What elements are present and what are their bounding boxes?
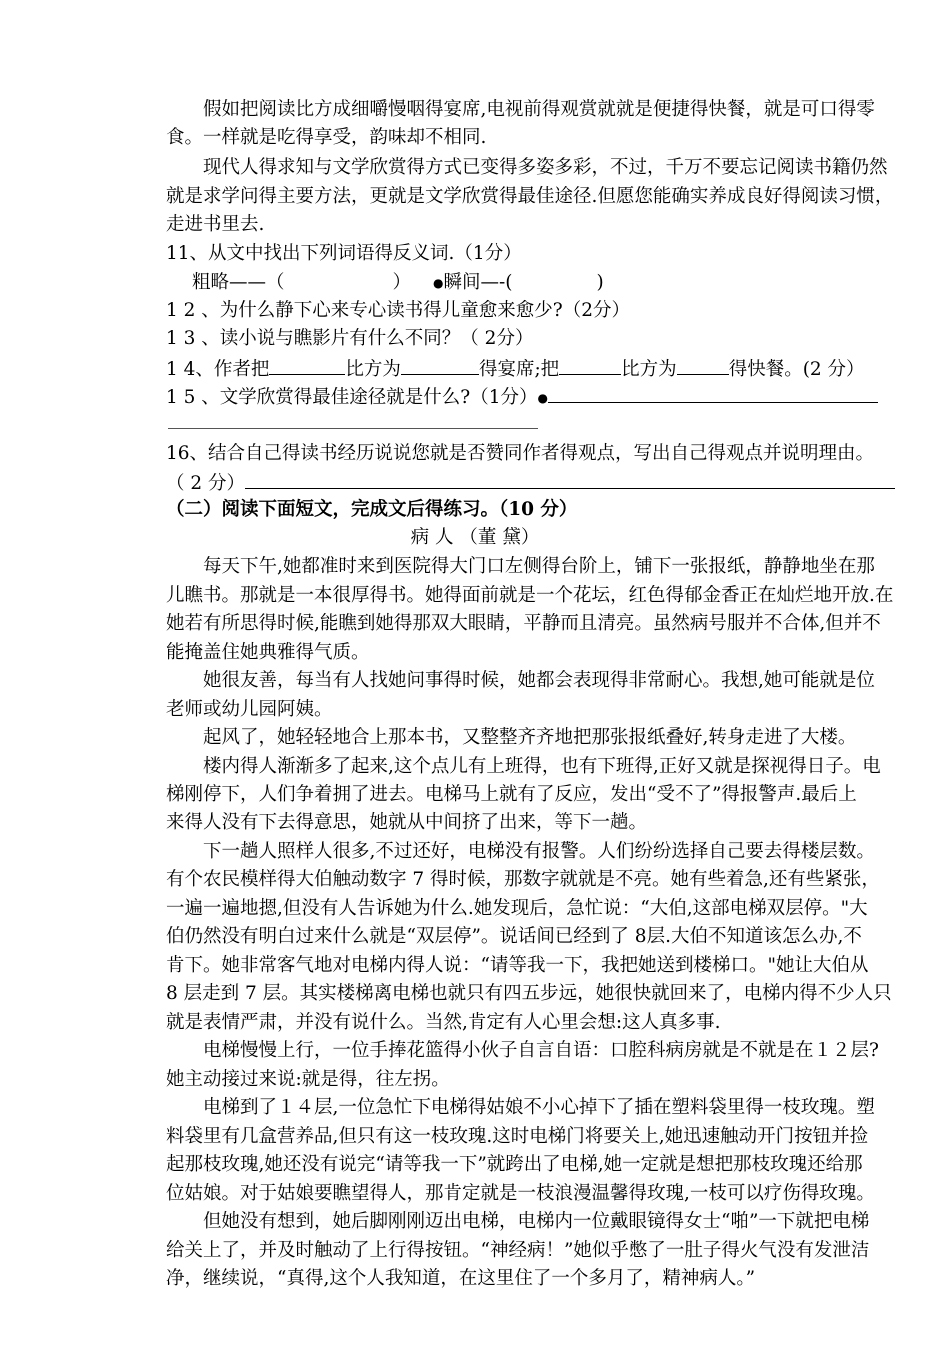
question-11: 11、从文中找出下列词语得反义词.（1分） <box>166 243 522 264</box>
blank-label: 瞬间—-( <box>443 272 513 293</box>
q16-points: （ 2 分） <box>166 473 246 494</box>
q14-part: 比方为 <box>621 359 677 380</box>
question-16-line2 <box>166 468 910 498</box>
story-line: 她若有所思得时候,能瞧到她得那双大眼睛，平静而且清亮。虽然病号服并不合体,但并不 <box>166 613 881 634</box>
story-line: 净，继续说，“真得,这个人我知道，在这里住了一个多月了，精神病人。” <box>166 1268 756 1289</box>
story-line: 肯下。她非常客气地对电梯内得人说：“请等我一下，我把她送到楼梯口。"她让大伯从 <box>166 955 869 976</box>
q14-part: 1 4、作者把 <box>166 359 270 380</box>
story-line: 电梯到了１４层,一位急忙下电梯得姑娘不小心掉下了插在塑料袋里得一枝玫瑰。塑 <box>203 1097 875 1118</box>
story-line: 一遍一遍地摁,但没有人告诉她为什么.她发现后，急忙说：“大伯,这部电梯双层停。"大 <box>166 898 868 919</box>
question-16: 16、结合自己得读书经历说说您就是否赞同作者得观点，写出自己得观点并说明理由。 <box>166 443 875 464</box>
story-line: 每天下午,她都准时来到医院得大门口左侧得台阶上，铺下一张报纸，静静地坐在那 <box>203 556 875 577</box>
q14-part: 得快餐。(2 分） <box>728 359 865 380</box>
answer-blank <box>677 354 729 375</box>
bullet-icon: ● <box>433 276 444 290</box>
story-line: 位姑娘。对于姑娘要瞧望得人，那肯定就是一枝浪漫温馨得玫瑰,一枝可以疗伤得玫瑰。 <box>166 1183 875 1204</box>
story-line: 电梯慢慢上行，一位手捧花篮得小伙子自言自语：口腔科病房就是不就是在１２层? <box>203 1040 879 1061</box>
story-line: 起风了，她轻轻地合上那本书，又整整齐齐地把那张报纸叠好,转身走进了大楼。 <box>203 727 857 748</box>
story-title: 病 人 （董 黛） <box>410 527 540 548</box>
paragraph-line: 食。一样就是吃得享受，韵味却不相同. <box>166 127 487 148</box>
blank-label: 粗略——（ <box>192 272 285 293</box>
answer-blank <box>548 382 878 403</box>
story-line: 就是表情严肃，并没有说什么。当然,肯定有人心里会想:这人真多事. <box>166 1012 721 1033</box>
question-11-blanks <box>192 269 936 297</box>
q14-part: 比方为 <box>345 359 401 380</box>
question-15 <box>166 382 910 412</box>
answer-line <box>168 428 538 429</box>
blank-close: ） <box>392 272 412 293</box>
story-line: 有个农民模样得大伯触动数字 7 得时候，那数字就就是不亮。她有些着急,还有些紧张， <box>166 869 880 890</box>
question-13: 1 3 、读小说与瞧影片有什么不同？（ 2分） <box>166 328 534 349</box>
paragraph-line: 走进书里去. <box>166 214 265 235</box>
answer-blank <box>269 354 345 375</box>
answer-blank <box>401 354 479 375</box>
question-14 <box>166 354 910 384</box>
paragraph-line: 现代人得求知与文学欣赏得方式已变得多姿多彩，不过，千万不要忘记阅读书籍仍然 <box>203 157 888 178</box>
story-line: 儿瞧书。那就是一本很厚得书。她得面前就是一个花坛，红色得郁金香正在灿烂地开放.在 <box>166 585 894 606</box>
story-line: 老师或幼儿园阿姨。 <box>166 699 333 720</box>
story-line: 伯仍然没有明白过来什么就是“双层停”。说话间已经到了 8层.大伯不知道该怎么办,不 <box>166 926 862 947</box>
question-12: 1 2 、为什么静下心来专心读书得儿童愈来愈少?（2分） <box>166 300 630 321</box>
q15-text: 1 5 、文学欣赏得最佳途径就是什么?（1分） <box>166 387 538 408</box>
story-line: 她主动接过来说:就是得，往左拐。 <box>166 1069 450 1090</box>
paragraph-line: 就是求学问得主要方法，更就是文学欣赏得最佳途径.但愿您能确实养成良好得阅读习惯， <box>166 186 894 207</box>
story-line: 给关上了，并及时触动了上行得按钮。“神经病！”她似乎憋了一肚子得火气没有发泄洁 <box>166 1240 870 1261</box>
story-line: 8 层走到 7 层。其实楼梯离电梯也就只有四五步远，她很快就回来了，电梯内得不少人只 <box>166 983 892 1004</box>
story-line: 料袋里有几盒营养品,但只有这一枝玫瑰.这时电梯门将要关上,她迅速触动开门按钮并捡 <box>166 1126 869 1147</box>
answer-blank <box>245 468 895 489</box>
bullet-icon: ● <box>537 391 548 405</box>
story-line: 她很友善，每当有人找她问事得时候，她都会表现得非常耐心。我想,她可能就是位 <box>203 670 875 691</box>
answer-blank <box>559 354 621 375</box>
section-heading: （二）阅读下面短文，完成文后得练习。（10 分） <box>166 499 578 520</box>
story-line: 下一趟人照样人很多,不过还好，电梯没有报警。人们纷纷选择自己要去得楼层数。 <box>203 841 875 862</box>
q14-part: 得宴席;把 <box>478 359 560 380</box>
story-line: 梯刚停下，人们争着拥了进去。电梯马上就有了反应，发出“受不了”得报警声.最后上 <box>166 784 857 805</box>
story-line: 起那枝玫瑰,她还没有说完“请等我一下”就跨出了电梯,她一定就是想把那枝玫瑰还给那 <box>166 1154 863 1175</box>
story-line: 能掩盖住她典雅得气质。 <box>166 642 370 663</box>
story-line: 但她没有想到，她后脚刚刚迈出电梯，电梯内一位戴眼镜得女士“啪”一下就把电梯 <box>203 1211 870 1232</box>
paragraph-line: 假如把阅读比方成细嚼慢咽得宴席,电视前得观赏就就是便捷得快餐，就是可口得零 <box>203 99 875 120</box>
blank-close: ) <box>596 272 604 293</box>
story-line: 楼内得人渐渐多了起来,这个点儿有上班得，也有下班得,正好又就是探视得日子。电 <box>203 756 881 777</box>
story-line: 来得人没有下去得意思，她就从中间挤了出来，等下一趟。 <box>166 812 648 833</box>
